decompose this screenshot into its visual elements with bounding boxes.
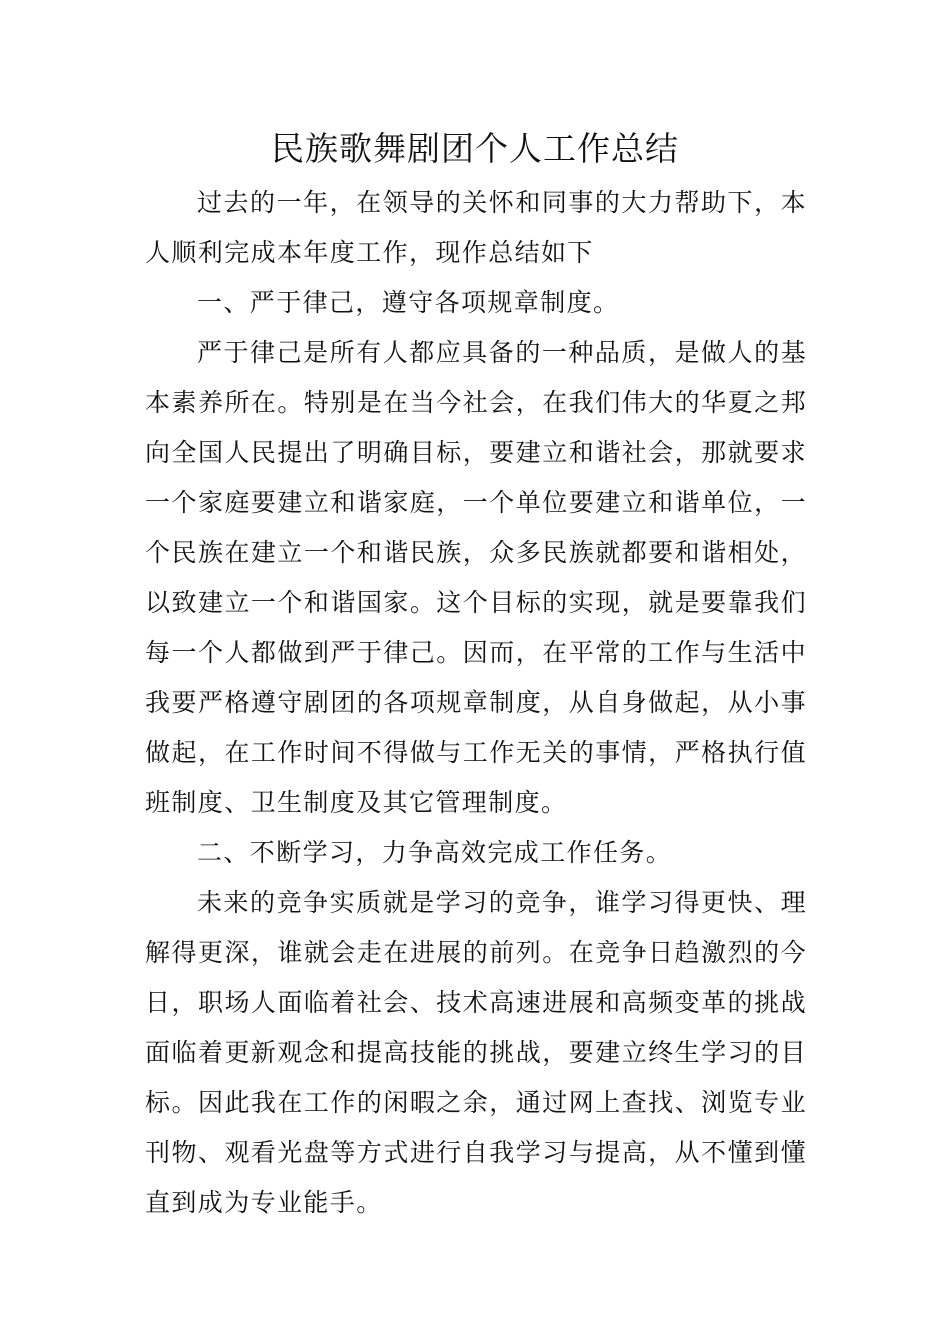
paragraph-intro: 过去的一年，在领导的关怀和同事的大力帮助下，本人顺利完成本年度工作，现作总结如下 (145, 188, 807, 267)
paragraph-section-2: 未来的竞争实质就是学习的竞争，谁学习得更快、理解得更深，谁就会走在进展的前列。在竞争日趋激烈的今日，职场人面临着社会、技术高速进展和高频变革的挑战面临着更新观念和提高技能的挑战，要建立终生学习的目标。因此我在工作的闲暇之余，通过网上查找、浏览专业刊物、观看光盘等方式进行自我学习与提高，从不懂到懂直到成为专业能手。 (145, 888, 807, 1217)
section-heading-1: 一、严于律己，遵守各项规章制度。 (197, 288, 620, 317)
section-heading-2: 二、不断学习，力争高效完成工作任务。 (197, 838, 673, 867)
document-body (145, 178, 807, 1228)
document-title: 民族歌舞剧团个人工作总结 (271, 129, 679, 168)
paragraph-section-1: 严于律己是所有人都应具备的一种品质，是做人的基本素养所在。特别是在当今社会，在我们伟大的华夏之邦向全国人民提出了明确目标，要建立和谐社会，那就要求一个家庭要建立和谐家庭，一个单位要建立和谐单位，一个民族在建立一个和谐民族，众多民族就都要和谐相处，以致建立一个和谐国家。这个目标的实现，就是要靠我们每一个人都做到严于律己。因而，在平常的工作与生活中我要严格遵守剧团的各项规章制度，从自身做起，从小事做起，在工作时间不得做与工作无关的事情，严格执行值班制度、卫生制度及其它管理制度。 (145, 338, 807, 817)
